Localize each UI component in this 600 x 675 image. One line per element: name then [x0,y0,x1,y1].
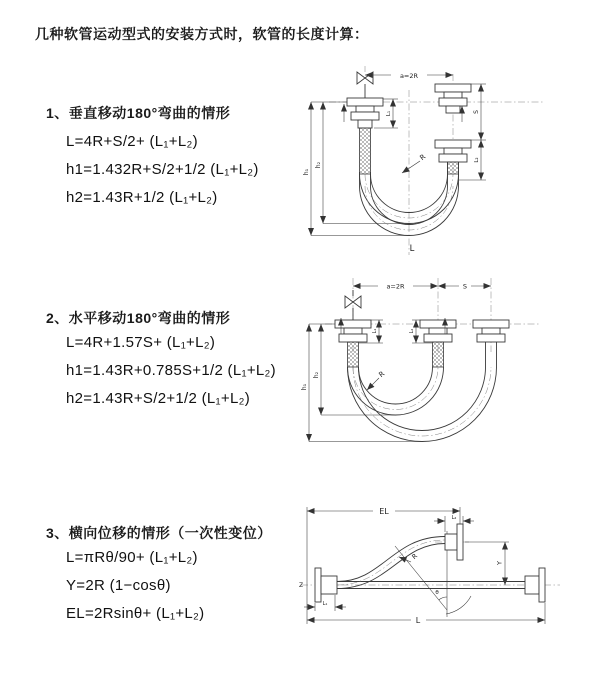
dim-label-h2: h₂ [313,371,320,379]
section-3-formula-EL: EL=2Rsinθ+ (L₁+L₂) [66,605,205,622]
dim-label-l1: L₁ [372,328,378,334]
section-2-formula-L: L=4R+1.57S+ (L₁+L₂) [66,334,216,351]
dim-label-l2: L₂ [474,157,480,163]
section-1-formula-L: L=4R+S/2+ (L₁+L₂) [66,133,198,150]
dim-label-l1: L₁ [322,601,328,607]
section-3-formula-L: L=πRθ/90+ (L₁+L₂) [66,549,198,566]
radius-label: R [410,551,420,561]
dim-label-a2r: a=2R [399,72,419,80]
dim-label-el: EL [379,507,389,516]
dim-label-l2: L₂ [409,328,415,334]
section-3-heading: 3、横向位移的情形（一次性变位） [46,525,272,541]
angle-label: θ [435,590,439,596]
section-1-formula-h1: h1=1.432R+S/2+1/2 (L₁+L₂) [66,161,259,178]
dim-label-l: L [415,616,421,625]
dim-label-h1: h₁ [303,168,310,176]
dim-label-s: S [473,110,480,114]
diagram-horizontal-180-bend [295,272,595,458]
dim-label-h1: h₁ [301,383,308,391]
dim-label-h2: h₂ [315,161,322,169]
section-1-formula-h2: h2=1.43R+1/2 (L₁+L₂) [66,189,218,206]
section-3-formula-Y: Y=2R (1−cosθ) [66,577,171,594]
section-2-formula-h2: h2=1.43R+S/2+1/2 (L₁+L₂) [66,390,251,407]
radius-label: R [418,152,428,163]
axis-mark-label: Z [299,582,304,589]
dim-label-y: Y [495,561,504,565]
diagram-vertical-180-bend [295,62,595,262]
dim-label-l2: L₂ [451,515,457,521]
section-2-heading: 2、水平移动180°弯曲的情形 [46,310,231,326]
radius-label: R [377,369,387,380]
dim-label-s: S [462,282,468,291]
braided-hose-section [360,128,371,174]
diagram-lateral-displacement [295,495,595,651]
dim-label-l1: L₁ [386,110,392,117]
page-title: 几种软管运动型式的安装方式时，软管的长度计算： [35,26,369,42]
section-2-formula-h1: h1=1.43R+0.785S+1/2 (L₁+L₂) [66,362,276,379]
dim-label-a2r: a=2R [386,282,405,291]
section-1-heading: 1、垂直移动180°弯曲的情形 [46,105,231,121]
length-label: L [409,244,415,254]
valve-icon [357,72,373,84]
